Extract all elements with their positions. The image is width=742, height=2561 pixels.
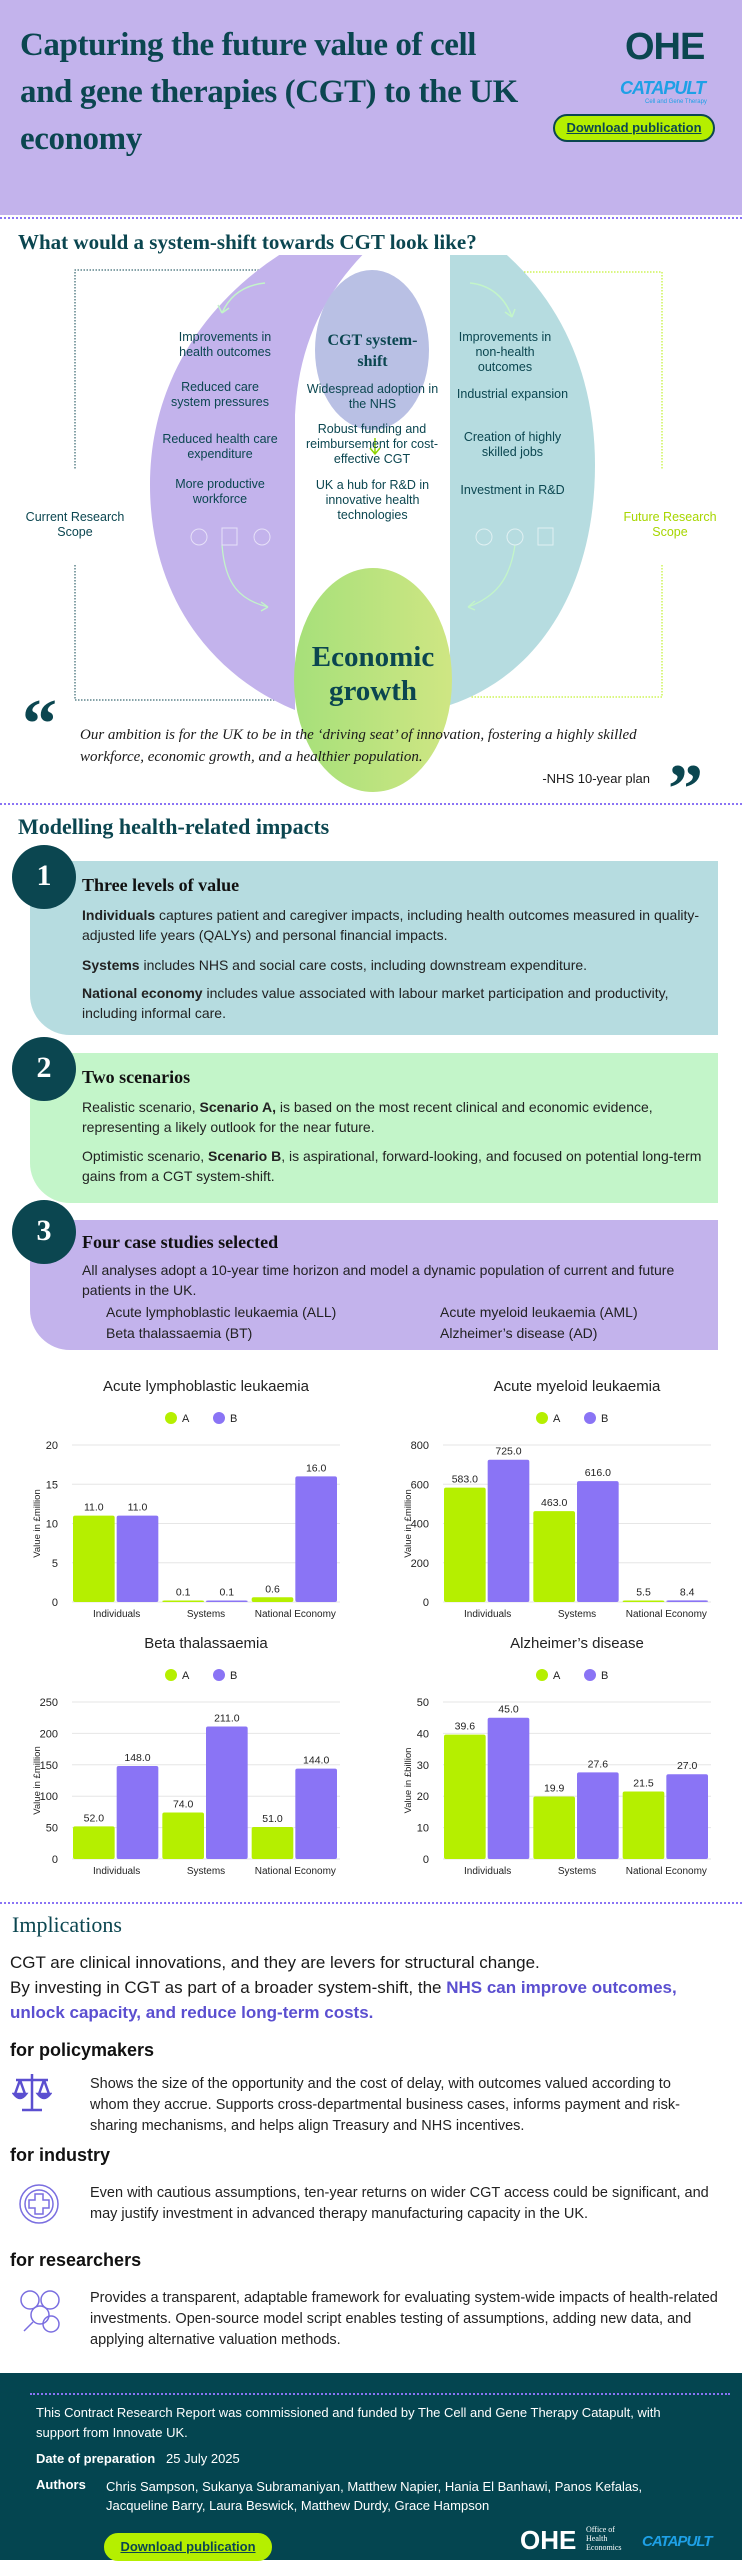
three-levels-box xyxy=(30,861,718,1035)
date-row xyxy=(36,2451,240,2466)
chart-aml xyxy=(371,1365,742,1621)
current-research-scope-label: Current Research Scope xyxy=(25,510,125,539)
implications-intro xyxy=(10,1950,730,2025)
x-tick-label: Individuals xyxy=(464,1609,512,1620)
data-label: 27.0 xyxy=(676,1760,698,1773)
data-label: 16.0 xyxy=(305,1462,327,1475)
data-label: 52.0 xyxy=(83,1812,105,1825)
medical-cross-icon xyxy=(18,2183,60,2225)
divider xyxy=(0,803,742,805)
bar-a xyxy=(162,1601,204,1603)
catapult-subtitle: Cell and Gene Therapy xyxy=(645,99,707,105)
bar-b xyxy=(488,1460,530,1602)
legend-marker xyxy=(584,1669,596,1681)
bar-a xyxy=(533,1511,575,1602)
paragraph-text: Realistic scenario, xyxy=(82,1099,200,1115)
box-title: Four case studies selected xyxy=(82,1232,279,1252)
x-tick-label: National Economy xyxy=(625,1866,707,1877)
data-label: 583.0 xyxy=(451,1473,478,1486)
data-label: 0.1 xyxy=(219,1586,235,1599)
paragraph-text: captures patient and caregiver impacts, including health outcomes measured in quality-adjusted life years (QALYs) and personal financial impacts. xyxy=(82,907,700,943)
page-title: Capturing the future value of cell and gene therapies (CGT) to the UK economy xyxy=(20,27,518,157)
y-tick-label: 5 xyxy=(51,1557,58,1570)
bold-term: Individuals xyxy=(82,907,156,923)
chart-all xyxy=(0,1365,371,1621)
data-label: 21.5 xyxy=(633,1777,654,1790)
legend-label: B xyxy=(230,1670,238,1682)
data-label: 144.0 xyxy=(303,1754,330,1767)
intro-text: By investing in CGT as part of a broader system-shift, the xyxy=(10,1978,447,1997)
open-quote-icon: “ xyxy=(22,686,57,763)
y-tick-label: 10 xyxy=(416,1822,429,1835)
legend-marker xyxy=(536,1669,548,1681)
chart-title: Beta thalassaemia xyxy=(144,1635,268,1652)
bar-b xyxy=(666,1774,708,1859)
data-label: 27.6 xyxy=(587,1758,609,1771)
paragraph-text: is based on the most recent clinical and economic evidence, representing a likely outlook for the near future. xyxy=(82,1099,653,1135)
modelling-heading: Modelling health-related impacts xyxy=(18,814,330,839)
research-tools-icon xyxy=(18,2288,64,2334)
data-label: 5.5 xyxy=(636,1586,651,1599)
audience-title: for policymakers xyxy=(10,2040,155,2060)
legend-label: A xyxy=(553,1670,561,1682)
x-tick-label: Systems xyxy=(557,1866,597,1877)
case-studies-box xyxy=(30,1220,718,1350)
y-tick-label: 50 xyxy=(416,1697,429,1709)
bold-term: Scenario B xyxy=(208,1148,282,1164)
data-label: 11.0 xyxy=(83,1501,104,1514)
bar-a xyxy=(162,1813,204,1859)
legend-marker xyxy=(213,1412,225,1424)
footer-download-publication-button[interactable]: Download publication xyxy=(104,2533,272,2561)
chart-title: Acute myeloid leukaemia xyxy=(493,1378,661,1395)
quote-source: -NHS 10-year plan xyxy=(542,771,650,786)
left-item: Reduced health care expenditure xyxy=(162,432,278,461)
center-item: UK a hub for R&D in innovative health technologies xyxy=(315,478,430,522)
y-tick-label: 250 xyxy=(39,1697,58,1709)
implications-heading: Implications xyxy=(12,1912,122,1937)
case-study-item: Acute myeloid leukaemia (AML) xyxy=(440,1304,638,1320)
legend-label: A xyxy=(182,1413,190,1425)
y-tick-label: 20 xyxy=(45,1440,58,1452)
y-tick-label: 200 xyxy=(39,1728,58,1741)
y-axis-label: Value in £million xyxy=(32,1489,43,1558)
data-label: 616.0 xyxy=(584,1467,611,1480)
ohe-full-name: Office of Health Economics xyxy=(586,2525,622,2552)
authors-label: Authors xyxy=(36,2477,86,2492)
x-tick-label: Systems xyxy=(186,1866,226,1877)
right-item: Investment in R&D xyxy=(460,483,565,497)
left-item: Reduced care system pressures xyxy=(171,380,269,409)
left-item: More productive workforce xyxy=(175,477,265,506)
legend-label: B xyxy=(601,1670,609,1682)
bar-b xyxy=(577,1481,619,1602)
bold-term: Systems xyxy=(82,957,140,973)
right-item: Improvements in non-health outcomes xyxy=(458,330,552,374)
x-tick-label: National Economy xyxy=(625,1609,707,1620)
funding-text: This Contract Research Report was commissioned and funded by The Cell and Gene Therapy Catapult, with support from Innovate UK. xyxy=(36,2405,661,2440)
date-label: Date of preparation xyxy=(36,2451,156,2466)
y-tick-label: 40 xyxy=(416,1728,429,1741)
quote-text: Our ambition is for the UK to be in the ‘driving seat’ of innovation, fostering a highly skilled workforce, economic growth, and a healthier population. xyxy=(80,727,637,765)
chart-title: Acute lymphoblastic leukaemia xyxy=(103,1378,309,1395)
bar-b xyxy=(206,1726,248,1859)
audience-text: Provides a transparent, adaptable framework for evaluating system-wide impacts of health-related investments. Open-source model script enables testing of assumptions, adding new data, and applying alternative valuation methods. xyxy=(90,2290,718,2348)
bar-b xyxy=(206,1601,248,1603)
center-item: Widespread adoption in the NHS xyxy=(306,382,439,411)
bar-b xyxy=(577,1772,619,1859)
audience-title: for industry xyxy=(10,2145,111,2165)
footer xyxy=(0,2373,742,2560)
x-tick-label: Systems xyxy=(557,1609,597,1620)
y-tick-label: 0 xyxy=(422,1854,429,1866)
chart-bt xyxy=(0,1622,371,1878)
box-paragraph xyxy=(82,955,702,975)
legend-marker xyxy=(165,1669,177,1681)
x-tick-label: National Economy xyxy=(254,1866,336,1877)
audience-text: Shows the size of the opportunity and the cost of delay, with outcomes valued according to whom they accrue. Supports cross-departmental business cases, informs payment and risk-sharing mechanisms, and helps align Treasury and NHS incentives. xyxy=(90,2076,680,2134)
divider xyxy=(0,1902,742,1904)
date-value: 25 July 2025 xyxy=(166,2451,240,2466)
data-label: 463.0 xyxy=(541,1497,568,1510)
x-tick-label: Systems xyxy=(186,1609,226,1620)
y-tick-label: 30 xyxy=(416,1759,429,1772)
data-label: 45.0 xyxy=(498,1703,519,1716)
divider xyxy=(0,217,742,219)
left-item: Improvements in health outcomes xyxy=(178,330,272,359)
data-label: 0.6 xyxy=(265,1583,280,1596)
legend-marker xyxy=(584,1412,596,1424)
audience-text: Even with cautious assumptions, ten-year returns on wider CGT access could be significant, and may justify investment in advanced therapy manufacturing capacity in the UK. xyxy=(90,2185,709,2222)
scales-icon xyxy=(12,2072,52,2112)
bar-b xyxy=(488,1718,530,1859)
paragraph-text: includes value associated with labour market participation and productivity, including informal care. xyxy=(82,985,669,1021)
legend-marker xyxy=(536,1412,548,1424)
y-tick-label: 10 xyxy=(45,1518,58,1531)
two-scenarios-box xyxy=(30,1053,718,1203)
bar-a xyxy=(623,1791,665,1859)
divider xyxy=(30,2393,730,2395)
download-publication-button[interactable]: Download publication xyxy=(553,114,715,142)
bar-b xyxy=(117,1766,159,1859)
future-research-scope-label: Future Research Scope xyxy=(623,510,717,539)
data-label: 74.0 xyxy=(172,1798,194,1811)
legend-marker xyxy=(165,1412,177,1424)
chart-ad xyxy=(371,1622,742,1878)
y-axis-label: Value in £million xyxy=(32,1746,43,1815)
y-tick-label: 600 xyxy=(410,1479,429,1492)
data-label: 11.0 xyxy=(127,1501,148,1514)
y-axis-label: Value in £million xyxy=(403,1489,414,1558)
header xyxy=(0,0,742,215)
paragraph-text: , is aspirational, forward-looking, and focused on potential long-term gains from a CGT system-shift. xyxy=(82,1148,702,1184)
y-tick-label: 0 xyxy=(51,1854,58,1866)
bar-a xyxy=(252,1597,294,1602)
data-label: 148.0 xyxy=(124,1752,151,1765)
bar-b xyxy=(666,1600,708,1602)
step-number: 3 xyxy=(12,1200,76,1264)
ohe-logo: OHE xyxy=(625,26,705,68)
bar-a xyxy=(444,1735,486,1859)
y-tick-label: 20 xyxy=(416,1791,429,1804)
y-tick-label: 100 xyxy=(39,1791,58,1804)
data-label: 39.6 xyxy=(454,1720,476,1733)
legend-marker xyxy=(213,1669,225,1681)
intro-highlight: NHS can improve outcomes, unlock capacity, and reduce long-term costs. xyxy=(10,1978,677,2022)
data-label: 725.0 xyxy=(495,1445,522,1458)
legend-label: A xyxy=(553,1413,561,1425)
case-study-item: Beta thalassaemia (BT) xyxy=(106,1325,253,1341)
x-tick-label: National Economy xyxy=(254,1609,336,1620)
bar-a xyxy=(444,1488,486,1602)
y-tick-label: 200 xyxy=(410,1557,429,1570)
y-tick-label: 800 xyxy=(410,1440,429,1452)
authors-list: Chris Sampson, Sukanya Subramaniyan, Matthew Napier, Hania El Banhawi, Panos Kefalas, Jacqueline Barry, Laura Beswick, Matthew Durdy, Grace Hampson xyxy=(106,2479,643,2513)
right-item: Industrial expansion xyxy=(456,387,569,401)
paragraph-text: Optimistic scenario, xyxy=(82,1148,209,1164)
bar-a xyxy=(533,1797,575,1859)
box-title: Two scenarios xyxy=(82,1067,191,1087)
bar-a xyxy=(623,1601,665,1603)
catapult-footer-logo: CATAPULT xyxy=(642,2533,712,2550)
x-tick-label: Individuals xyxy=(93,1866,141,1877)
y-axis-label: Value in £billion xyxy=(403,1747,414,1814)
x-tick-label: Individuals xyxy=(93,1609,141,1620)
box-paragraph xyxy=(82,983,702,1023)
box-title: Three levels of value xyxy=(82,875,240,895)
y-tick-label: 15 xyxy=(45,1479,58,1492)
audience-title: for researchers xyxy=(10,2250,142,2270)
catapult-logo: CATAPULT xyxy=(620,78,705,98)
legend-label: B xyxy=(601,1413,609,1425)
bar-a xyxy=(73,1516,115,1602)
economic-growth-label: Economic growth xyxy=(311,641,435,707)
bar-b xyxy=(295,1476,337,1602)
data-label: 51.0 xyxy=(262,1812,283,1825)
y-tick-label: 150 xyxy=(39,1759,58,1772)
bold-term: National economy xyxy=(82,985,203,1001)
case-study-item: Alzheimer’s disease (AD) xyxy=(440,1325,598,1341)
legend-label: A xyxy=(182,1670,190,1682)
data-label: 211.0 xyxy=(214,1712,240,1725)
paragraph-text: includes NHS and social care costs, including downstream expenditure. xyxy=(139,957,588,973)
bar-a xyxy=(252,1827,294,1859)
chart-title: Alzheimer’s disease xyxy=(510,1635,644,1652)
y-tick-label: 50 xyxy=(45,1822,58,1835)
case-study-item: Acute lymphoblastic leukaemia (ALL) xyxy=(106,1304,337,1320)
ohe-footer-logo: OHE xyxy=(520,2525,577,2555)
box-paragraph: All analyses adopt a 10-year time horizon and model a dynamic population of current and future patients in the UK. xyxy=(82,1262,675,1298)
box-paragraph xyxy=(82,1146,702,1186)
diagram-heading: What would a system-shift towards CGT look like? xyxy=(18,230,477,254)
data-label: 19.9 xyxy=(543,1782,565,1795)
step-number: 1 xyxy=(12,845,76,909)
bar-b xyxy=(295,1769,337,1859)
intro-text: CGT are clinical innovations, and they are levers for structural change. xyxy=(10,1953,540,1972)
data-label: 0.1 xyxy=(175,1586,191,1599)
data-label: 8.4 xyxy=(679,1586,695,1599)
step-number: 2 xyxy=(12,1037,76,1101)
close-quote-icon: ” xyxy=(668,751,703,828)
cgt-system-shift-label: CGT system-shift xyxy=(327,332,418,370)
box-paragraph xyxy=(82,905,702,945)
right-item: Creation of highly skilled jobs xyxy=(463,430,562,459)
x-tick-label: Individuals xyxy=(464,1866,512,1877)
legend-label: B xyxy=(230,1413,238,1425)
bar-b xyxy=(117,1516,159,1602)
bar-a xyxy=(73,1826,115,1859)
box-paragraph xyxy=(82,1097,702,1137)
center-item: Robust funding and reimbursement for cost-effective CGT xyxy=(306,422,438,466)
y-tick-label: 400 xyxy=(410,1518,429,1531)
y-tick-label: 0 xyxy=(422,1597,429,1609)
bold-term: Scenario A, xyxy=(199,1099,277,1115)
right-arc-shape xyxy=(450,255,595,705)
y-tick-label: 0 xyxy=(51,1597,58,1609)
